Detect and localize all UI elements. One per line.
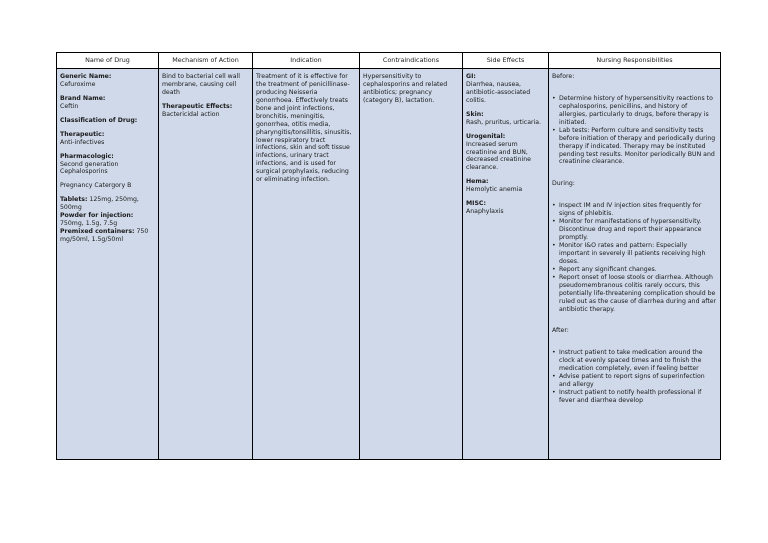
- cell-indication: [253, 69, 360, 460]
- list-item: • Report any significant changes.: [552, 266, 717, 274]
- urogenital-label: Urogenital:: [466, 132, 506, 140]
- misc-value: Anaphylaxis: [466, 208, 504, 216]
- urogenital-value: Increased serum creatinine and BUN, decreased creatinine clearance.: [466, 140, 531, 172]
- therapeutic-effects-value: Bactericidal action: [162, 110, 220, 118]
- header-name-of-drug: Name of Drug: [57, 53, 159, 69]
- skin-value: Rash, pruritus, urticaria.: [466, 118, 542, 126]
- contraindications-text: Hypersensitivity to cephalosporins and related antibiotics; pregnancy (category B), lactation.: [363, 73, 448, 104]
- generic-name-value: Cefuroxime: [60, 80, 96, 88]
- pregnancy-category: Pregnancy Catergory B: [60, 182, 132, 190]
- header-contraindications: Contraindications: [360, 53, 463, 69]
- brand-name-value: Ceftin: [60, 102, 79, 110]
- cell-nursing: [549, 69, 721, 460]
- tablets-line: [60, 196, 155, 212]
- gi-value: Diarrhea, nausea, antibiotic-associated colitis.: [466, 80, 531, 104]
- header-indication: Indication: [253, 53, 360, 69]
- list-item: • Instruct patient to notify health professional if fever and diarrhea develop: [552, 389, 717, 405]
- therapeutic-effects-label: Therapeutic Effects:: [162, 102, 233, 110]
- during-label: During:: [552, 180, 575, 188]
- after-label: After:: [552, 327, 569, 335]
- list-item: • Inspect IM and IV injection sites frequently for signs of phlebitis.: [552, 202, 717, 218]
- indication-text: Treatment of it is effective for the treatment of penicillinase-producing Neisseria gonorrhoea. Effectively treats bone and joint infections, bronchitis, meningitis, gonorrhea, otitis media, pharyngitis/tonsillitis, sinusitis, lower respiratory tract infections, skin and soft tissue infections, urinary tract infections, and is used for surgical prophylaxis, reducing or eliminating infection.: [256, 73, 352, 184]
- pharmacologic-label: Pharmacologic:: [60, 152, 114, 160]
- cell-contraindications: [360, 69, 463, 460]
- list-item: • Advise patient to report signs of superinfection and allergy: [552, 373, 717, 389]
- list-item: • Monitor for manifestations of hypersensitivity. Discontinue drug and report their appearance promptly.: [552, 218, 717, 242]
- premixed-line: [60, 228, 155, 244]
- table-row: [57, 69, 721, 460]
- tablets-value: 125mg, 250mg, 500mg: [60, 196, 139, 212]
- drug-study-table: [56, 52, 721, 460]
- therapeutic-value: Anti-infectives: [60, 138, 105, 146]
- brand-name-label: Brand Name:: [60, 94, 106, 102]
- therapeutic-label: Therapeutic:: [60, 130, 105, 138]
- list-item: • Lab tests: Perform culture and sensitivity tests before initiation of therapy and periodically during therapy if indicated. Therapy may be instituted pending test results. Monitor periodically BUN and creatinine clearance.: [552, 127, 717, 167]
- pharmacologic-value: Second generation Cephalosporins: [60, 160, 119, 176]
- before-list: [552, 95, 717, 166]
- list-item: • Instruct patient to take medication around the clock at evenly spaced times and to finish the medication completely, even if feeling better: [552, 349, 717, 373]
- header-side-effects: Side Effects: [463, 53, 549, 69]
- cell-side-effects: [463, 69, 549, 460]
- misc-label: MISC:: [466, 200, 486, 208]
- list-item: • Report onset of loose stools or diarrhea. Although pseudomembranous colitis rarely occurs, this potentially life-threatening complication should be ruled out as the cause of diarrhea during and after antibiotic therapy.: [552, 274, 717, 314]
- header-mechanism: Mechanism of Action: [159, 53, 253, 69]
- hema-label: Hema:: [466, 178, 489, 186]
- header-row: [57, 53, 721, 69]
- generic-name-label: Generic Name:: [60, 73, 112, 80]
- cell-name-of-drug: [57, 69, 159, 460]
- before-label: Before:: [552, 73, 575, 80]
- premixed-label: Premixed containers:: [60, 228, 135, 236]
- hema-value: Hemolytic anemia: [466, 186, 523, 194]
- tablets-label: Tablets:: [60, 196, 88, 204]
- header-nursing: Nursing Responsibilities: [549, 53, 721, 69]
- cell-mechanism: [159, 69, 253, 460]
- gi-label: GI:: [466, 73, 476, 80]
- list-item: • Determine history of hypersensitivity reactions to cephalosporins, penicillins, and history of allergies, particularly to drugs, before therapy is initiated.: [552, 95, 717, 127]
- skin-label: Skin:: [466, 110, 484, 118]
- mechanism-text: Bind to bacterial cell wall membrane, causing cell death: [162, 73, 240, 96]
- powder-value: 750mg, 1.5g, 7.5g: [60, 220, 118, 228]
- classification-label: Classification of Drug:: [60, 116, 138, 124]
- during-list: [552, 202, 717, 313]
- premixed-value: 750 mg/50ml, 1.5g/50ml: [60, 228, 149, 243]
- list-item: • Monitor I&O rates and pattern: Especially important in severely ill patients receiving high doses.: [552, 242, 717, 266]
- after-list: [552, 349, 717, 405]
- powder-label: Powder for injection:: [60, 212, 134, 220]
